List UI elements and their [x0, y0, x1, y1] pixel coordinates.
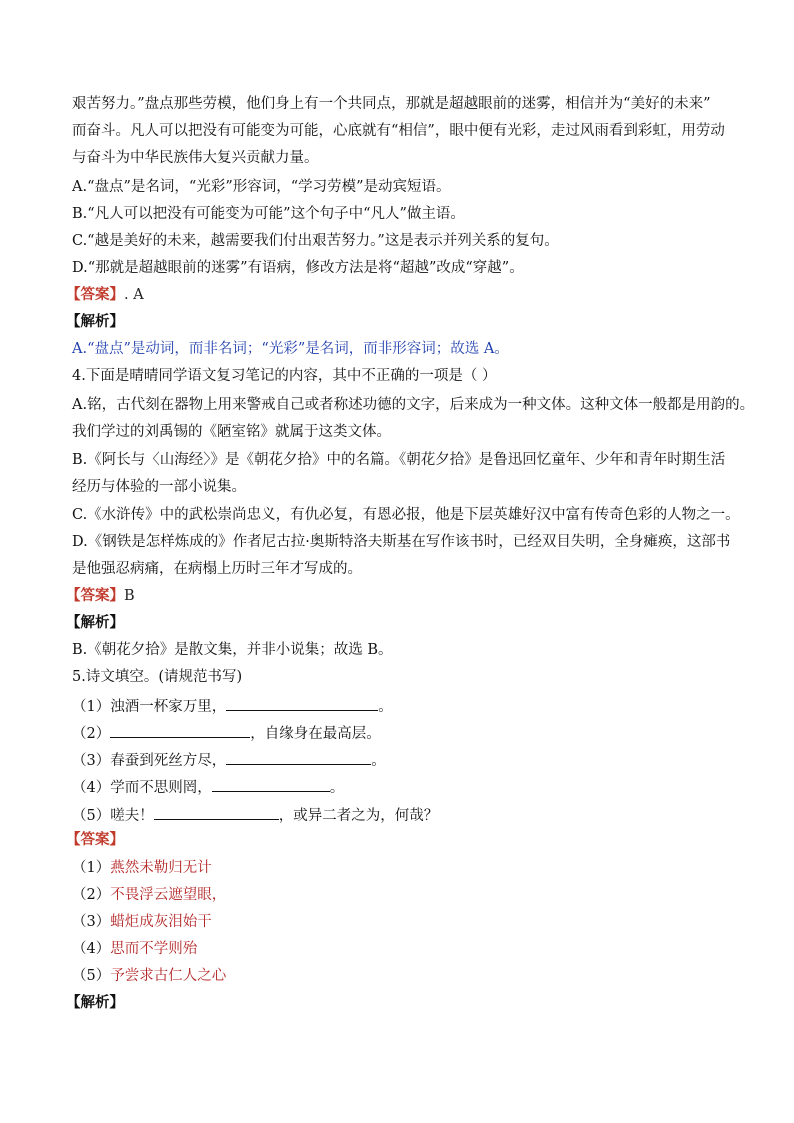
analysis-label: 【解析】: [66, 994, 124, 1011]
answer-number: （1）: [72, 860, 111, 876]
paragraph-line: 与奋斗为中华民族伟大复兴贡献力量。: [72, 150, 319, 166]
answer-item: [72, 885, 226, 905]
item-text: 。: [329, 780, 345, 796]
item-text: ，自缘身在最高层。: [250, 726, 381, 742]
answer-label: 【答案】: [66, 286, 124, 303]
paragraph-line: 而奋斗。凡人可以把没有可能变为可能，心底就有“相信”，眼中便有光彩，走过风雨看到彩虹，用劳动: [72, 123, 725, 139]
answer-label: 【答案】: [66, 587, 124, 604]
option-d: D.“那就是超越眼前的迷雾”有语病，修改方法是将“超越”改成“穿越”。: [72, 260, 524, 276]
item-text: 。: [371, 753, 386, 769]
answer-number: （3）: [72, 914, 111, 930]
answer-blank[interactable]: [226, 748, 371, 765]
answer-label: 【答案】: [66, 831, 124, 848]
item-text: ，或异二者之为，何哉？: [278, 808, 439, 824]
item-text: 浊酒一杯家万里，: [110, 699, 227, 715]
option-a: A.“盘点”是名词，“光彩”形容词，“学习劳模”是动宾短语。: [72, 179, 451, 195]
item-number: （3）: [72, 753, 111, 769]
item-text: 。: [378, 699, 393, 715]
option-line: C.《水浒传》中的武松崇尚忠义，有仇必复，有恩必报，他是下层英雄好汉中富有传奇色彩的人物之一。: [72, 507, 740, 523]
question-title: 5.诗文填空。(请规范书写): [72, 669, 243, 685]
answer-number: （2）: [72, 887, 111, 903]
paragraph-line: 艰苦努力。”盘点那些劳模，他们身上有一个共同点，那就是超越眼前的迷雾，相信并为“美好的未来”: [72, 96, 711, 112]
answer-text: 不畏浮云遮望眼，: [110, 887, 227, 903]
answer-text: 思而不学则殆: [110, 941, 198, 957]
item-number: （4）: [72, 780, 111, 796]
answer-blank[interactable]: [226, 694, 378, 711]
answer-item: [72, 966, 226, 986]
item-number: （1）: [72, 699, 111, 715]
question-title: 4.下面是晴晴同学语文复习笔记的内容，其中不正确的一项是（ ）: [72, 368, 497, 384]
option-line: A.铭，古代刻在器物上用来警戒自己或者称述功德的文字，后来成为一种文体。这种文体一般都是用韵的。: [72, 397, 755, 413]
answer-item: [72, 912, 212, 932]
item-text: 春蚕到死丝方尽，: [110, 753, 227, 769]
answer-value: B: [124, 588, 135, 604]
analysis-label: 【解析】: [66, 313, 124, 330]
answer-number: （4）: [72, 941, 111, 957]
option-c: C.“越是美好的未来，越需要我们付出艰苦努力。”这是表示并列关系的复句。: [72, 233, 559, 249]
answer-blank[interactable]: [154, 803, 279, 820]
answer-row: [66, 285, 144, 305]
answer-number: （5）: [72, 968, 111, 984]
answer-text: 蜡炬成灰泪始干: [110, 914, 212, 930]
answer-blank[interactable]: [110, 721, 250, 738]
item-number: （2）: [72, 726, 111, 742]
option-line: 我们学过的刘禹锡的《陋室铭》就属于这类文体。: [72, 424, 391, 440]
answer-row: [66, 586, 135, 606]
fill-item: [72, 803, 438, 826]
analysis-text: B.《朝花夕拾》是散文集，并非小说集；故选 B。: [72, 642, 393, 658]
answer-item: [72, 858, 212, 878]
option-b: B.“凡人可以把没有可能变为可能”这个句子中“凡人”做主语。: [72, 206, 465, 222]
option-line: B.《阿长与〈山海经〉》是《朝花夕拾》中的名篇。《朝花夕拾》是鲁迅回忆童年、少年和青年时期生活: [72, 452, 726, 468]
option-line: 是他强忍病痛，在病榻上历时三年才写成的。: [72, 561, 362, 577]
item-number: （5）: [72, 808, 111, 824]
analysis-text: A.“盘点”是动词，而非名词；“光彩”是名词，而非形容词；故选 A。: [72, 341, 509, 357]
item-text: 学而不思则罔，: [110, 780, 212, 796]
option-line: D.《钢铁是怎样炼成的》作者尼古拉·奥斯特洛夫斯基在写作该书时，已经双目失明，全身瘫痪，这部书: [72, 534, 731, 550]
answer-item: [72, 939, 197, 959]
fill-item: [72, 694, 393, 717]
answer-text: 燕然未勒归无计: [110, 860, 212, 876]
fill-item: [72, 775, 344, 798]
fill-item: [72, 748, 386, 771]
fill-item: [72, 721, 381, 744]
answer-value: . A: [124, 287, 144, 303]
item-text: 嗟夫！: [110, 808, 154, 824]
answer-blank[interactable]: [212, 775, 330, 792]
answer-text: 予尝求古仁人之心: [110, 968, 227, 984]
analysis-label: 【解析】: [66, 614, 124, 631]
option-line: 经历与体验的一部小说集。: [72, 479, 246, 495]
